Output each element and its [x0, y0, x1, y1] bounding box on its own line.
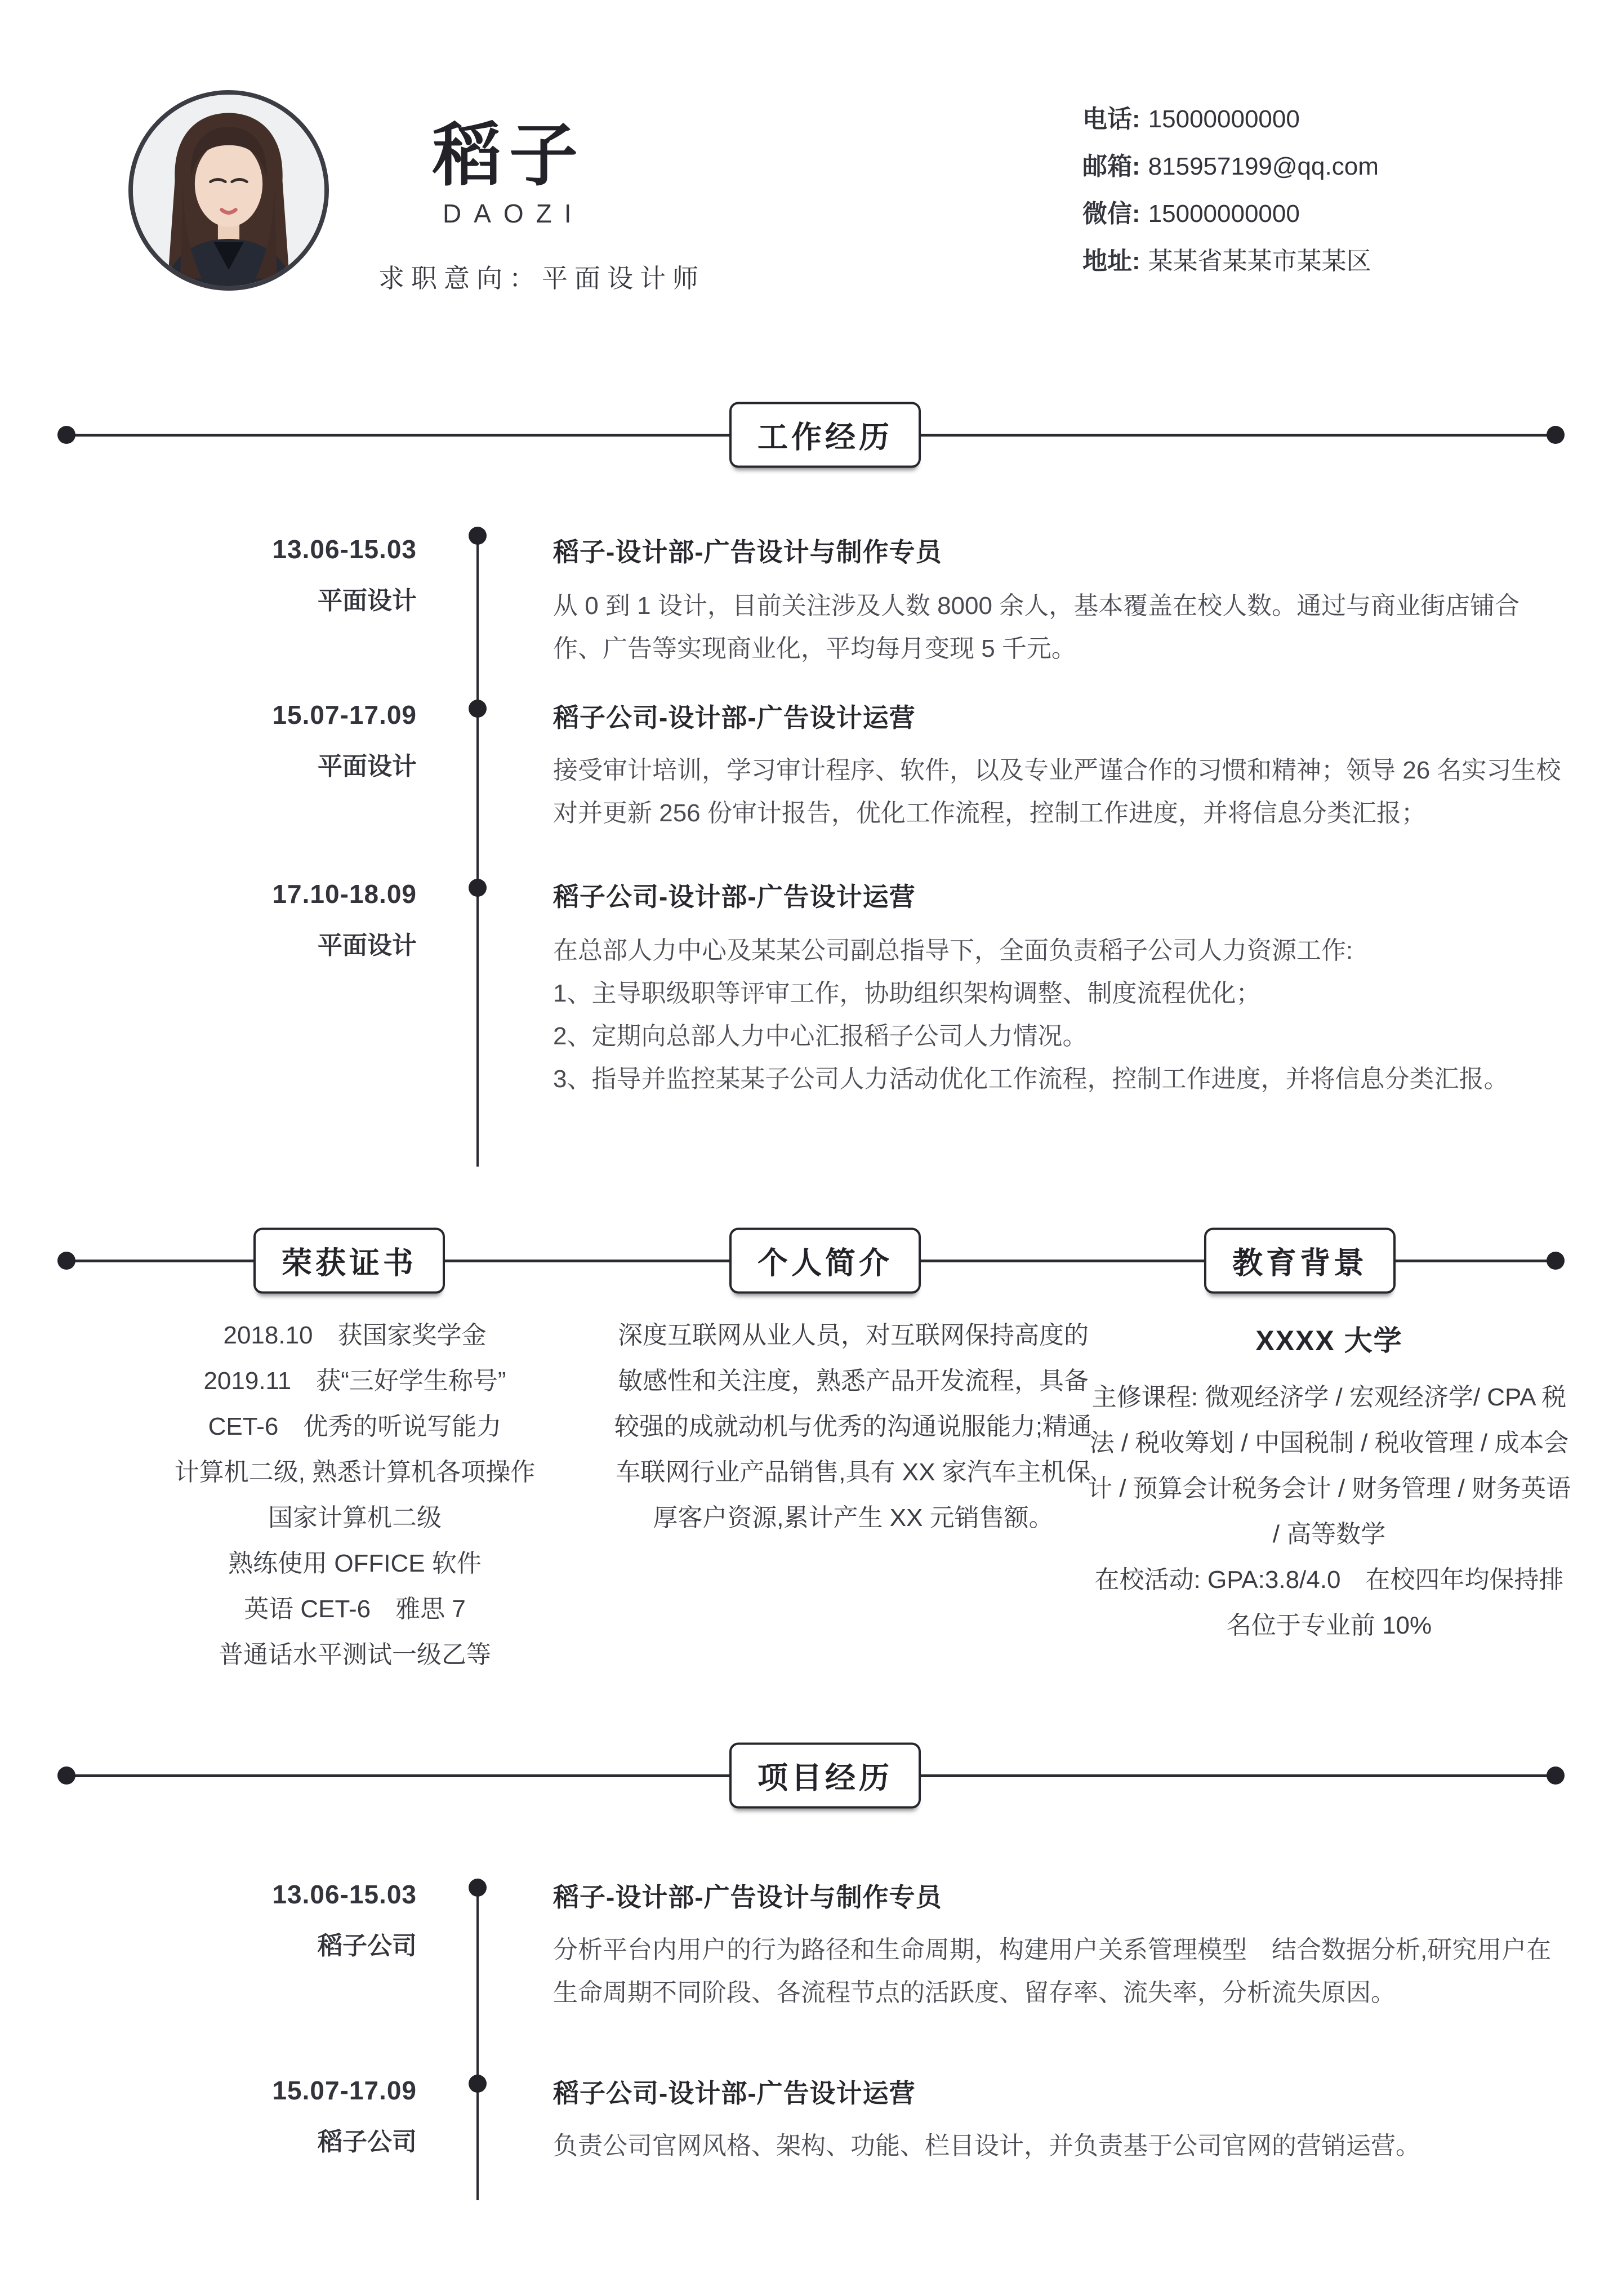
- work-entry-title: 稻子-设计部-广告设计与制作专员: [553, 537, 942, 567]
- timeline-dot: [469, 527, 487, 545]
- contact-wechat: [1082, 199, 1379, 247]
- project-entry-dates: [169, 2075, 417, 2157]
- education-block: [1084, 1318, 1574, 1648]
- work-timeline-line: [476, 536, 479, 1167]
- project-date: 13.06-15.03: [272, 1880, 417, 1909]
- work-body-paragraph: 在总部人力中心及某某公司副总指导下，全面负责稻子公司人力资源工作:: [553, 937, 1353, 964]
- project-company: 稻子公司: [318, 1932, 417, 1960]
- job-objective-label: 求职意向：: [378, 264, 542, 293]
- phone-value: 15000000000: [1148, 105, 1300, 133]
- work-date: 13.06-15.03: [272, 535, 417, 564]
- rule-right-dot: [1547, 1252, 1565, 1270]
- work-date: 17.10-18.09: [272, 879, 417, 909]
- work-role: 平面设计: [318, 932, 417, 959]
- project-entry-dates: [169, 1879, 417, 1961]
- rule-left-dot: [57, 1252, 75, 1270]
- email-label: 邮箱:: [1082, 153, 1140, 180]
- work-body-paragraph: 2、定期向总部人力中心汇报稻子公司人力情况。: [553, 1022, 1088, 1050]
- phone-label: 电话:: [1082, 105, 1140, 133]
- work-entry-dates: [169, 534, 417, 616]
- project-entry-body: [553, 2125, 1567, 2168]
- project-date: 15.07-17.09: [272, 2076, 417, 2105]
- portrait-illustration: [133, 95, 324, 286]
- certificates-list: [96, 1312, 614, 1677]
- work-role: 平面设计: [318, 753, 417, 780]
- job-objective: [378, 258, 705, 295]
- project-entry-title: 稻子公司-设计部-广告设计运营: [553, 2079, 916, 2108]
- timeline-dot: [469, 879, 487, 897]
- work-entry-title: 稻子公司-设计部-广告设计运营: [553, 703, 916, 732]
- certificate-item: 计算机二级, 熟悉计算机各项操作: [174, 1458, 536, 1486]
- project-timeline-line: [476, 1888, 479, 2200]
- project-entry-title: 稻子-设计部-广告设计与制作专员: [553, 1883, 942, 1912]
- university-name: XXXX 大学: [1255, 1325, 1403, 1356]
- certificate-item: 普通话水平测试一级乙等: [219, 1641, 491, 1668]
- contact-phone: [1082, 105, 1379, 152]
- certificate-item: 熟练使用 OFFICE 软件: [228, 1550, 482, 1577]
- work-body-paragraph: 从 0 到 1 设计，目前关注涉及人数 8000 余人，基本覆盖在校人数。通过与商业街店铺合作、广告等实现商业化，平均每月变现 5 千元。: [553, 592, 1520, 662]
- certificate-item: CET-6 优秀的听说写能力: [208, 1413, 502, 1440]
- wechat-value: 15000000000: [1148, 200, 1300, 228]
- contact-info: [1082, 105, 1379, 294]
- rule-left-dot: [57, 1767, 75, 1785]
- education-courses: 主修课程: 微观经济学 / 宏观经济学/ CPA 税法 / 税收筹划 / 中国税制 / 税收管理 / 成本会计 / 预算会计税务会计 / 财务管理 / 财务英语 / 高等数学: [1087, 1383, 1571, 1548]
- section-title-certificates: 荣获证书: [253, 1228, 445, 1294]
- section-title-profile: 个人简介: [729, 1228, 921, 1294]
- work-body-paragraph: 接受审计培训，学习审计程序、软件，以及专业严谨合作的习惯和精神；领导 26 名实习生校对并更新 256 份审计报告，优化工作流程，控制工作进度，并将信息分类汇报；: [553, 757, 1561, 827]
- contact-address: [1082, 247, 1379, 294]
- timeline-dot: [469, 1879, 487, 1897]
- project-body-paragraph: 分析平台内用户的行为路径和生命周期，构建用户关系管理模型 结合数据分析,研究用户在生命周期不同阶段、各流程节点的活跃度、留存率、流失率，分析流失原因。: [553, 1936, 1552, 2006]
- project-company: 稻子公司: [318, 2128, 417, 2156]
- section-title-education: 教育背景: [1204, 1228, 1396, 1294]
- wechat-label: 微信:: [1082, 200, 1140, 228]
- section-title-projects: 项目经历: [729, 1743, 921, 1809]
- rule-right-dot: [1547, 426, 1565, 444]
- rule-left-dot: [57, 426, 75, 444]
- work-entry-title: 稻子公司-设计部-广告设计运营: [553, 882, 916, 911]
- project-body-paragraph: 负责公司官网风格、架构、功能、栏目设计，并负责基于公司官网的营销运营。: [553, 2132, 1420, 2160]
- certificate-item: 英语 CET-6 雅思 7: [244, 1595, 466, 1623]
- work-entry-body: [553, 929, 1567, 1101]
- contact-email: [1082, 152, 1379, 199]
- certificate-item: 2018.10 获国家奖学金: [223, 1321, 487, 1349]
- education-activities: 在校活动: GPA:3.8/4.0 在校四年均保持排名位于专业前 10%: [1094, 1566, 1564, 1639]
- personal-profile-text: 深度互联网从业人员，对互联网保持高度的敏感性和关注度，熟悉产品开发流程，具备较强的成就动机与优秀的沟通说服能力;精通车联网行业产品销售,具有 XX 家汽车主机保厚客户资源,累计产生 XX 元销售额。: [614, 1321, 1093, 1532]
- work-role: 平面设计: [318, 587, 417, 615]
- candidate-name: 稻子: [433, 117, 586, 194]
- address-value: 某某省某某市某某区: [1148, 247, 1371, 275]
- work-body-paragraph: 3、指导并监控某某子公司人力活动优化工作流程，控制工作进度，并将信息分类汇报。: [553, 1065, 1509, 1093]
- email-value: 815957199@qq.com: [1148, 153, 1379, 180]
- work-body-paragraph: 1、主导职级职等评审工作，协助组织架构调整、制度流程优化；: [553, 980, 1261, 1007]
- work-entry-dates: [169, 700, 417, 782]
- work-date: 15.07-17.09: [272, 700, 417, 729]
- certificate-item: 2019.11 获“三好学生称号”: [203, 1367, 506, 1395]
- job-objective-value: 平面设计师: [542, 264, 705, 293]
- work-entry-body: [553, 749, 1567, 835]
- address-label: 地址:: [1082, 247, 1140, 275]
- work-entry-dates: [169, 879, 417, 961]
- candidate-name-pinyin: DAOZI: [443, 199, 584, 228]
- timeline-dot: [469, 700, 487, 718]
- profile-photo: [128, 90, 329, 291]
- timeline-dot: [469, 2075, 487, 2093]
- section-title-work: 工作经历: [729, 402, 921, 468]
- work-entry-body: [553, 585, 1567, 670]
- certificate-item: 国家计算机二级: [268, 1504, 442, 1532]
- rule-right-dot: [1547, 1767, 1565, 1785]
- project-entry-body: [553, 1929, 1567, 2014]
